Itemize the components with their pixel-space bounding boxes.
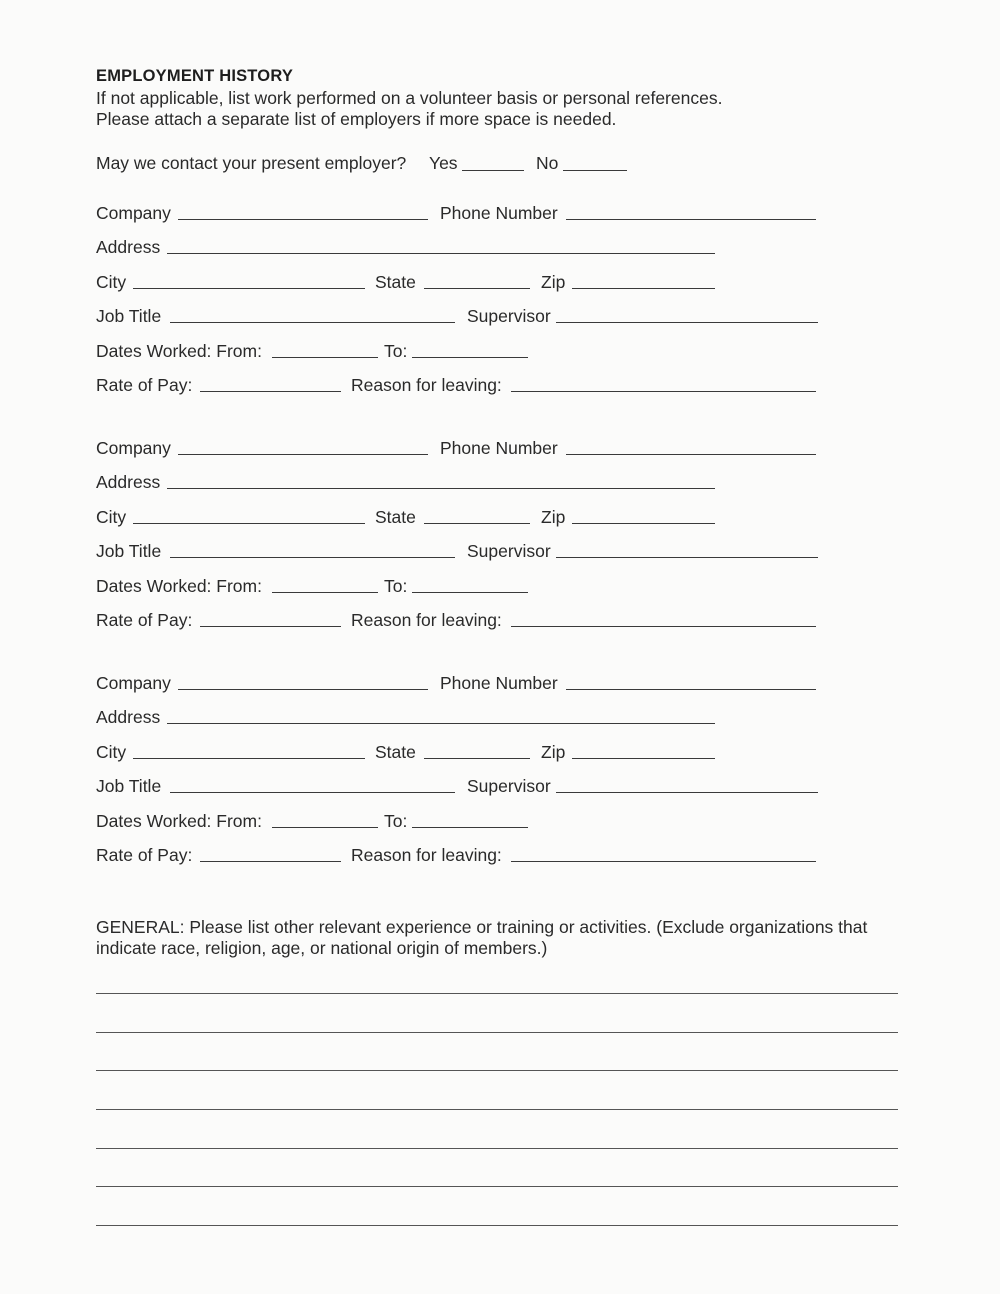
contact-no-label: No [536,153,559,173]
company-field[interactable] [178,219,428,220]
address-label: Address [96,237,161,257]
city-field[interactable] [133,523,365,524]
phone-field[interactable] [566,454,816,455]
state-field[interactable] [424,288,530,289]
general-instructions: indicate race, religion, age, or national origin of members.) [96,938,548,958]
general-answer-line[interactable] [96,1148,898,1149]
company-label: Company [96,673,171,693]
intro-text: Please attach a separate list of employers if more space is needed. [96,109,617,129]
dates-to-field[interactable] [412,827,528,828]
address-field[interactable] [167,723,715,724]
dates-to-label: To: [384,811,408,831]
zip-label: Zip [541,507,566,527]
address-label: Address [96,707,161,727]
company-label: Company [96,438,171,458]
company-label: Company [96,203,171,223]
reason-for-leaving-label: Reason for leaving: [351,375,502,395]
address-field[interactable] [167,488,715,489]
general-answer-line[interactable] [96,1225,898,1226]
reason-for-leaving-label: Reason for leaving: [351,845,502,865]
zip-label: Zip [541,742,566,762]
supervisor-label: Supervisor [467,306,551,326]
zip-label: Zip [541,272,566,292]
city-label: City [96,272,127,292]
general-answer-line[interactable] [96,1070,898,1071]
contact-no-field[interactable] [563,170,627,171]
dates-to-field[interactable] [412,592,528,593]
phone-label: Phone Number [440,438,558,458]
dates-from-label: Dates Worked: From: [96,811,262,831]
address-label: Address [96,472,161,492]
rate-of-pay-field[interactable] [200,391,341,392]
phone-label: Phone Number [440,673,558,693]
dates-to-label: To: [384,341,408,361]
contact-yes-label: Yes [429,153,458,173]
dates-to-label: To: [384,576,408,596]
dates-from-label: Dates Worked: From: [96,341,262,361]
contact-yes-field[interactable] [462,170,524,171]
reason-for-leaving-field[interactable] [511,626,816,627]
intro-text: If not applicable, list work performed on a volunteer basis or personal references. [96,88,723,108]
contact-question: May we contact your present employer? [96,153,407,173]
job-title-field[interactable] [170,557,455,558]
job-title-field[interactable] [170,322,455,323]
company-field[interactable] [178,454,428,455]
zip-field[interactable] [572,758,715,759]
zip-field[interactable] [572,288,715,289]
dates-from-field[interactable] [272,357,378,358]
supervisor-field[interactable] [556,557,818,558]
dates-from-label: Dates Worked: From: [96,576,262,596]
state-field[interactable] [424,523,530,524]
rate-of-pay-field[interactable] [200,861,341,862]
general-instructions: GENERAL: Please list other relevant experience or training or activities. (Exclude organizations that [96,917,868,937]
rate-of-pay-label: Rate of Pay: [96,375,193,395]
general-answer-line[interactable] [96,1186,898,1187]
dates-from-field[interactable] [272,827,378,828]
state-label: State [375,507,416,527]
state-label: State [375,272,416,292]
city-field[interactable] [133,288,365,289]
general-answer-line[interactable] [96,1032,898,1033]
dates-from-field[interactable] [272,592,378,593]
supervisor-field[interactable] [556,322,818,323]
city-label: City [96,507,127,527]
supervisor-label: Supervisor [467,541,551,561]
reason-for-leaving-field[interactable] [511,861,816,862]
rate-of-pay-field[interactable] [200,626,341,627]
phone-field[interactable] [566,219,816,220]
job-title-label: Job Title [96,776,162,796]
company-field[interactable] [178,689,428,690]
job-title-label: Job Title [96,541,162,561]
city-field[interactable] [133,758,365,759]
city-label: City [96,742,127,762]
rate-of-pay-label: Rate of Pay: [96,610,193,630]
reason-for-leaving-label: Reason for leaving: [351,610,502,630]
general-answer-line[interactable] [96,1109,898,1110]
rate-of-pay-label: Rate of Pay: [96,845,193,865]
section-title: EMPLOYMENT HISTORY [96,67,294,85]
address-field[interactable] [167,253,715,254]
job-title-field[interactable] [170,792,455,793]
state-field[interactable] [424,758,530,759]
job-title-label: Job Title [96,306,162,326]
state-label: State [375,742,416,762]
zip-field[interactable] [572,523,715,524]
phone-field[interactable] [566,689,816,690]
supervisor-field[interactable] [556,792,818,793]
reason-for-leaving-field[interactable] [511,391,816,392]
supervisor-label: Supervisor [467,776,551,796]
phone-label: Phone Number [440,203,558,223]
general-answer-line[interactable] [96,993,898,994]
dates-to-field[interactable] [412,357,528,358]
